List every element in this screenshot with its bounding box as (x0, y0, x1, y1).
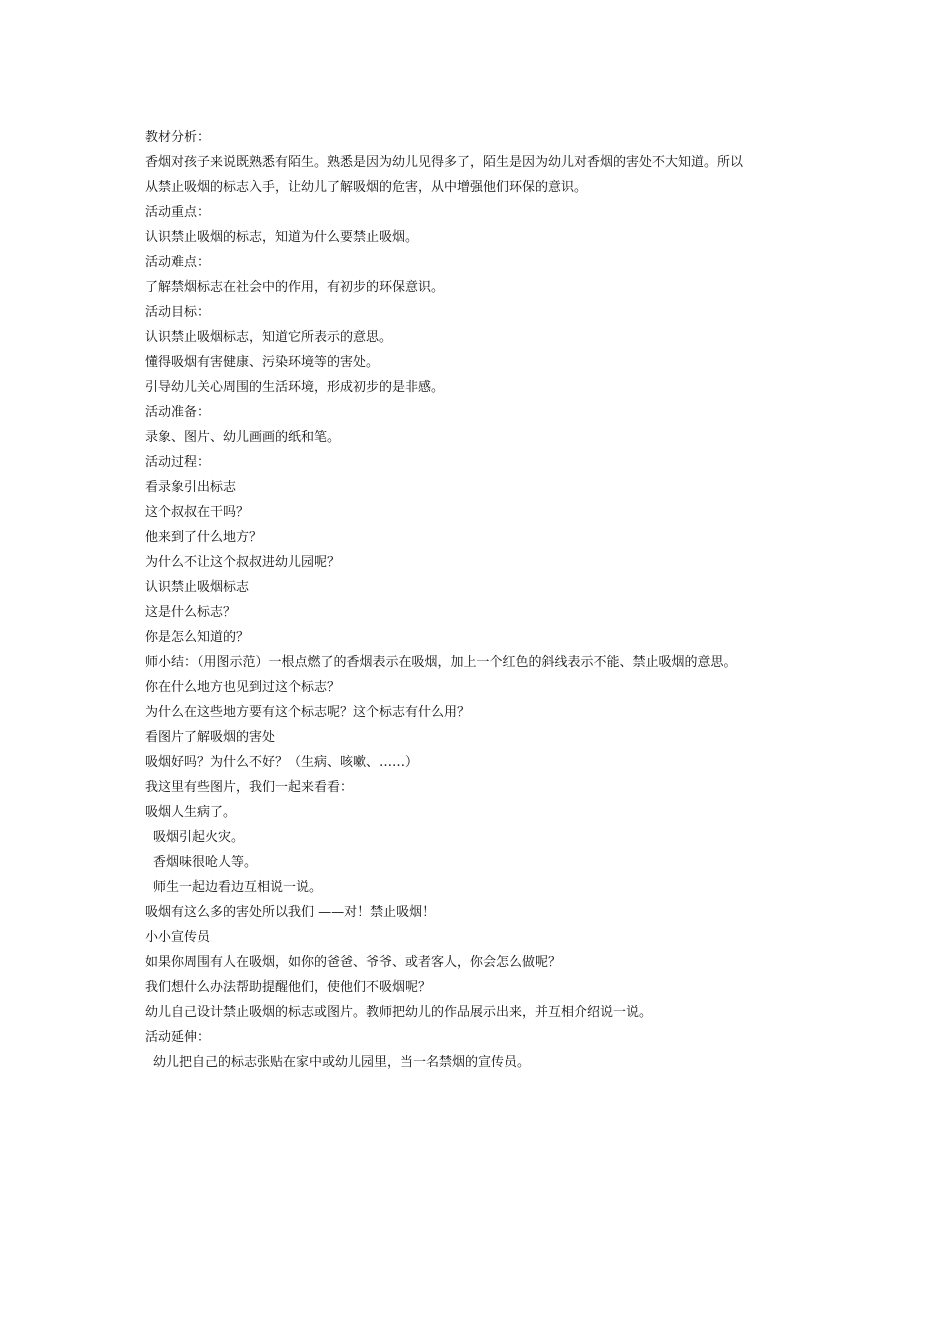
paragraph-line: 看录象引出标志 (145, 480, 237, 495)
paragraph-line: 吸烟引起火灾。 (153, 830, 245, 845)
paragraph-line: 香烟味很呛人等。 (153, 855, 258, 870)
paragraph-line: 认识禁止吸烟标志 (145, 580, 250, 595)
heading-objectives: 活动目标： (145, 305, 211, 320)
paragraph-line: 我这里有些图片，我们一起来看看： (145, 780, 354, 795)
paragraph-line: 从禁止吸烟的标志入手，让幼儿了解吸烟的危害，从中增强他们环保的意识。 (145, 180, 588, 195)
paragraph-line: 懂得吸烟有害健康、污染环境等的害处。 (145, 355, 380, 370)
heading-process: 活动过程： (145, 455, 211, 470)
paragraph-line: 师生一起边看边互相说一说。 (153, 880, 323, 895)
heading-key-points: 活动重点： (145, 205, 211, 220)
paragraph-line: 录象、图片、幼儿画画的纸和笔。 (145, 430, 341, 445)
heading-extension: 活动延伸： (145, 1030, 211, 1045)
paragraph-line: 师小结：（用图示范）一根点燃了的香烟表示在吸烟，加上一个红色的斜线表示不能、禁止吸烟的意思。 (145, 655, 737, 670)
paragraph-line: 认识禁止吸烟的标志，知道为什么要禁止吸烟。 (145, 230, 419, 245)
paragraph-line: 为什么不让这个叔叔进幼儿园呢？ (145, 555, 341, 570)
heading-difficulties: 活动难点： (145, 255, 211, 270)
paragraph-line: 这个叔叔在干吗？ (145, 505, 250, 520)
paragraph-line: 你在什么地方也见到过这个标志？ (145, 680, 341, 695)
paragraph-line: 了解禁烟标志在社会中的作用，有初步的环保意识。 (145, 280, 445, 295)
paragraph-line: 看图片了解吸烟的害处 (145, 730, 276, 745)
paragraph-line: 吸烟人生病了。 (145, 805, 237, 820)
document-body (145, 125, 815, 1075)
paragraph-line: 引导幼儿关心周围的生活环境，形成初步的是非感。 (145, 380, 445, 395)
heading-material-analysis: 教材分析： (145, 130, 211, 145)
paragraph-line: 认识禁止吸烟标志，知道它所表示的意思。 (145, 330, 393, 345)
paragraph-line: 为什么在这些地方要有这个标志呢？这个标志有什么用？ (145, 705, 471, 720)
paragraph-line: 幼儿把自己的标志张贴在家中或幼儿园里，当一名禁烟的宣传员。 (153, 1055, 531, 1070)
paragraph-line: 小小宣传员 (145, 930, 211, 945)
paragraph-line: 他来到了什么地方？ (145, 530, 263, 545)
paragraph-line: 幼儿自己设计禁止吸烟的标志或图片。教师把幼儿的作品展示出来，并互相介绍说一说。 (145, 1005, 653, 1020)
paragraph-line: 吸烟有这么多的害处所以我们 ——对！禁止吸烟！ (145, 905, 436, 920)
paragraph-line: 香烟对孩子来说既熟悉有陌生。熟悉是因为幼儿见得多了，陌生是因为幼儿对香烟的害处不大知道。所以 (145, 155, 744, 170)
paragraph-line: 如果你周围有人在吸烟，如你的爸爸、爷爷、或者客人，你会怎么做呢？ (145, 955, 562, 970)
paragraph-line: 这是什么标志？ (145, 605, 237, 620)
paragraph-line: 你是怎么知道的？ (145, 630, 250, 645)
heading-preparation: 活动准备： (145, 405, 211, 420)
paragraph-line: 我们想什么办法帮助提醒他们，使他们不吸烟呢？ (145, 980, 432, 995)
paragraph-line: 吸烟好吗？为什么不好？（生病、咳嗽、……） (145, 755, 419, 770)
